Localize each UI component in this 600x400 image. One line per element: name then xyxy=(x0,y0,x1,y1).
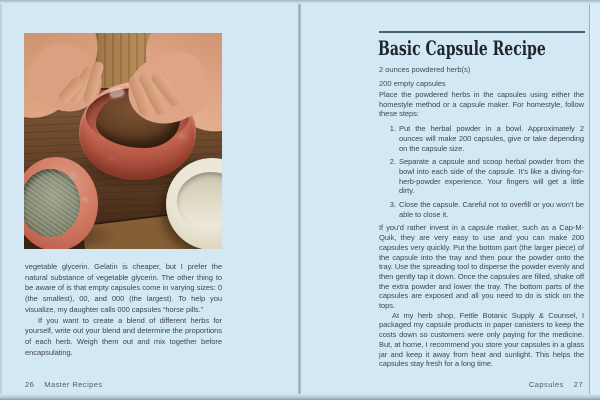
title-rule xyxy=(379,31,585,33)
intro-paragraph: Place the powdered herbs in the capsules using either the homestyle method or a capsule maker. For homestyle, follow these steps: xyxy=(379,90,584,119)
left-page-body xyxy=(25,262,222,358)
body-paragraph: If you’d rather invest in a capsule maker, such as a Cap-M-Quik, they are very easy to use and you can make 200 capsules very quickly. Put the bottom part (the larger piece) of the capsule into the tray and then pour the powder onto the tray. Use the spreading tool to disperse the powder evenly and then gently tap it down. Once the capsules are filled, shake off the extra powder and lower the tray. The bottom parts of the capsules are exposed and all you need to do is stick on the tops. xyxy=(379,223,584,311)
ingredient-list xyxy=(379,63,470,91)
right-page-footer xyxy=(529,380,583,389)
body-paragraph: At my herb shop, Fettle Botanic Supply & Counsel, I packaged my capsule products in paper canisters to keep the costs down so customers were only paying for the medicine. But, at home, I recommend you store your capsules in a glass jar and keep it away from heat and sunlight. This helps the capsules stay fresh for a long time. xyxy=(379,310,584,369)
book-edge-top xyxy=(0,0,600,4)
section-title: Master Recipes xyxy=(44,380,103,389)
ingredient-line: 200 empty capsules xyxy=(379,79,446,88)
step-item: 1. Put the herbal powder in a bowl. Approximately 2 ounces will make 200 capsules, give or take depending on the capsule size. xyxy=(398,124,584,153)
recipe-photo xyxy=(24,33,222,249)
section-title: Capsules xyxy=(528,380,564,389)
page-edge-strip xyxy=(590,3,600,396)
right-page-body xyxy=(379,90,584,369)
page-number: 26 xyxy=(25,380,35,389)
body-paragraph: If you want to create a blend of different herbs for yourself, write out your blend and determine the proportions of each herb. Weigh them out and mix together before encapsulating. xyxy=(25,315,222,357)
step-list xyxy=(379,124,584,219)
page-edge-left xyxy=(0,0,2,400)
page-number: 27 xyxy=(573,380,583,389)
book-gutter xyxy=(297,0,302,400)
recipe-title: Basic Capsule Recipe xyxy=(378,36,546,60)
step-item: 3. Close the capsule. Careful not to overfill or you won’t be able to close it. xyxy=(398,200,584,219)
step-item: 2. Separate a capsule and scoop herbal powder from the bowl into each side of the capsule. It’s like a diving-for-herb-powder experience. Your fingers will get a little dirty. xyxy=(398,157,584,196)
body-paragraph: vegetable glycerin. Gelatin is cheaper, but I prefer the natural substance of vegetable glycerin. The other thing to be aware of is that empty capsules come in varying sizes: 0 (the smallest), 00, and 000 (the largest). To help you visualize, my daughter calls 000 capsules “horse pills.” xyxy=(25,262,222,314)
page-edge-line xyxy=(589,3,590,396)
ingredient-line: 2 ounces powdered herb(s) xyxy=(379,65,471,74)
book-edge-bottom xyxy=(0,394,600,400)
left-page-footer xyxy=(25,380,103,389)
